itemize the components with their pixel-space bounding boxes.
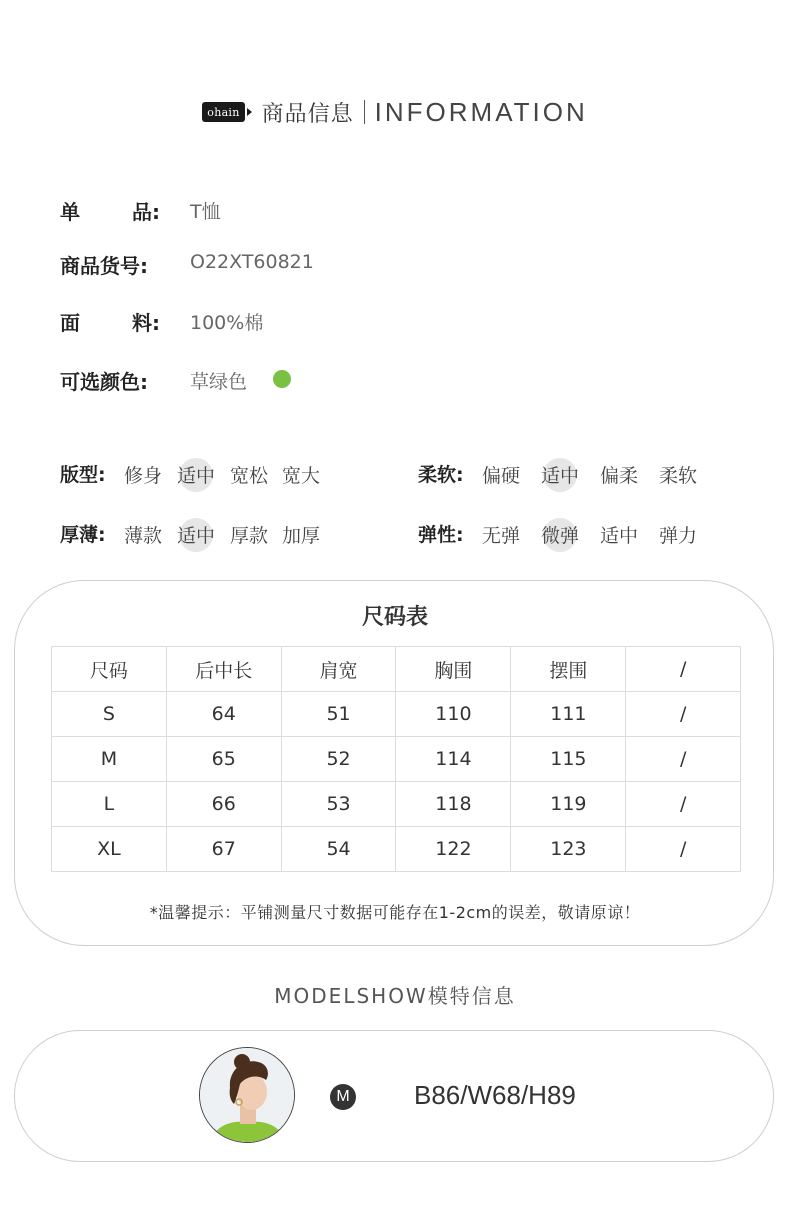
table-cell: 65 [166, 737, 281, 782]
color-swatch [273, 370, 291, 388]
table-row [52, 827, 741, 872]
elasticity-option-selected: 微弹 [541, 521, 579, 548]
code-label: 商品货号: [60, 254, 148, 278]
table-row [52, 782, 741, 827]
table-cell: / [626, 827, 741, 872]
table-cell: / [626, 782, 741, 827]
elasticity-option: 适中 [600, 525, 639, 547]
table-row [52, 692, 741, 737]
table-cell: 51 [281, 692, 396, 737]
softness-label: 柔软: [418, 464, 464, 486]
brand-logo: ohain [202, 102, 244, 122]
header-title-cn: 商品信息 [261, 101, 354, 127]
thickness-option: 薄款 [124, 525, 163, 547]
fit-option: 宽大 [282, 465, 321, 487]
table-cell: M [52, 737, 167, 782]
table-cell: 54 [281, 827, 396, 872]
table-header-row [52, 647, 741, 692]
model-card [14, 1030, 774, 1162]
section-header [0, 94, 790, 130]
color-label: 可选颜色: [60, 370, 148, 394]
table-cell: 110 [396, 692, 511, 737]
table-cell: 114 [396, 737, 511, 782]
table-header-cell: 摆围 [511, 647, 626, 692]
elasticity-label: 弹性: [418, 524, 464, 546]
softness-option-selected: 适中 [541, 461, 579, 488]
table-cell: 111 [511, 692, 626, 737]
softness-option: 柔软 [659, 465, 698, 487]
fit-option-selected: 适中 [177, 461, 215, 488]
measurement-tip: *温馨提示：平铺测量尺寸数据可能存在1-2cm的误差，敬请原谅！ [149, 903, 641, 922]
fabric-value: 100%棉 [190, 312, 264, 334]
size-table [51, 646, 741, 872]
table-header-cell: 胸围 [396, 647, 511, 692]
item-value: T恤 [190, 201, 221, 223]
softness-option: 偏硬 [482, 465, 521, 487]
table-header-cell: 后中长 [166, 647, 281, 692]
table-cell: L [52, 782, 167, 827]
thickness-option: 加厚 [282, 525, 321, 547]
model-avatar [199, 1047, 295, 1143]
table-header-cell: 肩宽 [281, 647, 396, 692]
table-header-cell: 尺码 [52, 647, 167, 692]
table-cell: 118 [396, 782, 511, 827]
table-cell: 123 [511, 827, 626, 872]
elasticity-option: 弹力 [659, 525, 698, 547]
table-cell: XL [52, 827, 167, 872]
thickness-label: 厚薄: [60, 524, 106, 546]
table-cell: 66 [166, 782, 281, 827]
table-cell: S [52, 692, 167, 737]
size-chart-title: 尺码表 [361, 605, 428, 630]
table-cell: 119 [511, 782, 626, 827]
table-cell: 52 [281, 737, 396, 782]
table-cell: / [626, 692, 741, 737]
softness-option: 偏柔 [600, 465, 639, 487]
fit-option: 宽松 [230, 465, 269, 487]
table-cell: / [626, 737, 741, 782]
thickness-option-selected: 适中 [177, 521, 215, 548]
fit-label: 版型: [60, 464, 106, 486]
header-title-en: INFORMATION [374, 96, 588, 127]
table-cell: 64 [166, 692, 281, 737]
thickness-option: 厚款 [230, 525, 269, 547]
table-cell: 115 [511, 737, 626, 782]
table-row [52, 737, 741, 782]
item-label: 单 品: [60, 200, 160, 224]
table-cell: 53 [281, 782, 396, 827]
code-value: O22XT60821 [190, 251, 314, 273]
fit-option: 修身 [124, 465, 163, 487]
model-measurements: B86/W68/H89 [414, 1080, 576, 1110]
elasticity-option: 无弹 [482, 525, 521, 547]
model-size-badge: M [330, 1084, 356, 1110]
play-arrow-icon [247, 108, 252, 116]
table-header-cell: / [626, 647, 741, 692]
model-portrait-icon [200, 1048, 295, 1143]
color-value: 草绿色 [190, 371, 248, 393]
header-divider [364, 100, 365, 124]
table-cell: 67 [166, 827, 281, 872]
fabric-label: 面 料: [60, 311, 160, 335]
model-title: MODELSHOW模特信息 [274, 984, 516, 1008]
table-cell: 122 [396, 827, 511, 872]
